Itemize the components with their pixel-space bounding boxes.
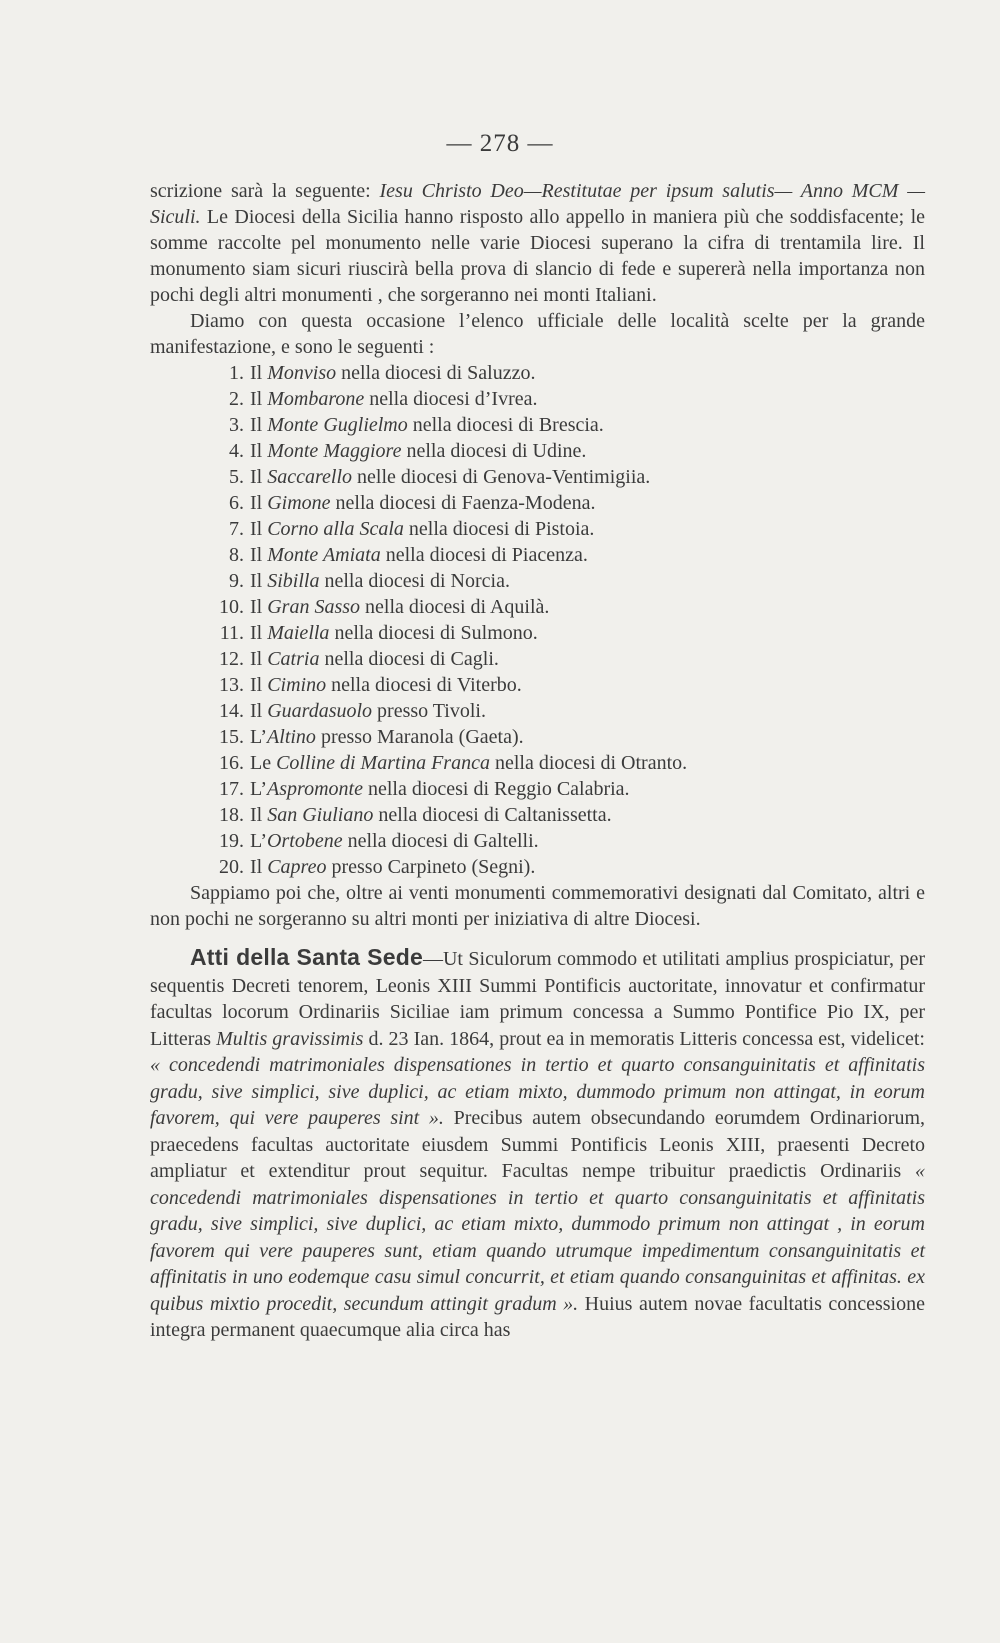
section-litterae-title: Multis gravissimis	[216, 1027, 364, 1050]
list-item-text	[250, 438, 925, 464]
list-item-mountain-name: Maiella	[267, 622, 330, 644]
list-item	[150, 360, 925, 386]
list-item-article: Il	[250, 700, 268, 722]
list-item-text	[250, 724, 925, 750]
section-heading: Atti della Santa Sede	[190, 944, 423, 970]
list-item-article: Il	[250, 544, 268, 566]
section-paragraph	[150, 944, 925, 1344]
list-item-mountain-name: Monte Maggiore	[267, 440, 402, 462]
section-text-2: d. 23 Ian. 1864, prout ea in memoratis Litteris concessa est, videlicet:	[363, 1027, 925, 1050]
list-item-number: 14.	[219, 700, 244, 722]
section-text-1: Ut Siculorum commodo et utilitati amplius prospiciatur, per sequentis Decreti tenorem, Leonis XIII Summi Pontificis auctoritate, innovatur et confirmatur facultas locorum Ordinariis Siciliae iam primum concessa a Summo Pontifice Pio IX, per Litteras	[150, 948, 925, 1050]
mountain-list	[150, 360, 925, 880]
list-item	[150, 646, 925, 672]
list-item-number: 12.	[219, 648, 244, 670]
intro-paragraph	[150, 178, 925, 308]
section-text-4: Huius autem novae facultatis concessione integra permanent quaecumque alia circa has	[150, 1292, 925, 1341]
list-item-article: Il	[250, 440, 268, 462]
list-item-mountain-name: Sibilla	[267, 570, 320, 592]
list-item-location: nella diocesi di Norcia.	[319, 570, 510, 592]
list-item-text	[250, 672, 925, 698]
list-item-mountain-name: Guardasuolo	[267, 700, 373, 722]
list-item-number: 1.	[229, 362, 244, 384]
intro-text-2: Le Diocesi della Sicilia hanno risposto allo appello in maniera più che soddisfacente; le somme raccolte pel monumento nelle varie Diocesi superano la cifra di trentamila lire. Il monumento siam sicuri riuscirà bella prova di slancio di fede e supererà nella importanza non pochi degli altri monumenti , che sorgeranno nei monti Italiani.	[150, 206, 925, 306]
list-item-article: L’	[250, 726, 268, 748]
list-item-text	[250, 490, 925, 516]
list-item-number: 6.	[229, 492, 244, 514]
list-item-location: nella diocesi di Cagli.	[319, 648, 499, 670]
list-item-text	[250, 828, 925, 854]
list-item-location: nella diocesi d’Ivrea.	[364, 388, 538, 410]
list-item	[150, 464, 925, 490]
intro-text-1: scrizione sarà la seguente:	[150, 180, 380, 202]
list-item	[150, 568, 925, 594]
list-item-mountain-name: Mombarone	[267, 388, 365, 410]
list-item-text	[250, 776, 925, 802]
list-item-text	[250, 516, 925, 542]
list-item-number: 2.	[229, 388, 244, 410]
list-item-text	[250, 698, 925, 724]
list-item-text	[250, 854, 925, 880]
list-item-mountain-name: Gran Sasso	[267, 596, 361, 618]
list-item-article: Il	[250, 414, 268, 436]
list-item-location: nella diocesi di Reggio Calabria.	[362, 778, 630, 800]
list-item	[150, 724, 925, 750]
list-item-text	[250, 464, 925, 490]
list-item-text	[250, 750, 925, 776]
list-item-number: 19.	[219, 830, 244, 852]
list-item-article: Le	[250, 752, 277, 774]
list-item-location: nella diocesi di Udine.	[401, 440, 587, 462]
list-item-mountain-name: Ortobene	[267, 830, 343, 852]
list-item-mountain-name: Monte Amiata	[267, 544, 381, 566]
list-item-article: Il	[250, 388, 268, 410]
list-item-location: nella diocesi di Faenza-Modena.	[330, 492, 596, 514]
list-item	[150, 776, 925, 802]
list-item-article: Il	[250, 622, 268, 644]
list-item-number: 4.	[229, 440, 244, 462]
list-item	[150, 802, 925, 828]
list-item	[150, 438, 925, 464]
list-item-location: nella diocesi di Pistoia.	[403, 518, 595, 540]
list-item	[150, 672, 925, 698]
list-item-number: 17.	[219, 778, 244, 800]
list-item-number: 13.	[219, 674, 244, 696]
list-item-article: Il	[250, 648, 268, 670]
list-item	[150, 386, 925, 412]
list-item-number: 20.	[219, 856, 244, 878]
list-item-mountain-name: Altino	[267, 726, 316, 748]
list-item	[150, 542, 925, 568]
list-item-location: presso Tivoli.	[372, 700, 486, 722]
list-item-article: Il	[250, 804, 268, 826]
list-item-location: nella diocesi di Caltanissetta.	[373, 804, 612, 826]
closing-paragraph: Sappiamo poi che, oltre ai venti monumenti commemorativi designati dal Comitato, altri e non pochi ne sorgeranno su altri monti per iniziativa di altre Diocesi.	[150, 882, 925, 930]
list-item-mountain-name: Corno alla Scala	[267, 518, 404, 540]
list-item-text	[250, 594, 925, 620]
list-item-text	[250, 568, 925, 594]
list-item-number: 5.	[229, 466, 244, 488]
list-item-number: 9.	[229, 570, 244, 592]
list-item-text	[250, 360, 925, 386]
list-item	[150, 490, 925, 516]
list-item	[150, 854, 925, 880]
list-item-location: nella diocesi di Piacenza.	[380, 544, 588, 566]
list-item-number: 16.	[219, 752, 244, 774]
list-item-text	[250, 542, 925, 568]
list-item-location: nella diocesi di Galtelli.	[342, 830, 539, 852]
list-item-location: nella diocesi di Aquilà.	[360, 596, 550, 618]
list-item-article: L’	[250, 830, 268, 852]
list-item	[150, 750, 925, 776]
list-item	[150, 620, 925, 646]
list-item-text	[250, 646, 925, 672]
list-item-mountain-name: Catria	[267, 648, 320, 670]
list-item-text	[250, 412, 925, 438]
list-item-number: 10.	[219, 596, 244, 618]
list-item-mountain-name: Aspromonte	[267, 778, 363, 800]
list-item-location: presso Carpineto (Segni).	[326, 856, 536, 878]
list-item-article: Il	[250, 596, 268, 618]
list-item-location: presso Maranola (Gaeta).	[315, 726, 524, 748]
list-item-number: 15.	[219, 726, 244, 748]
list-item-text	[250, 386, 925, 412]
page-number: — 278 —	[446, 130, 554, 157]
list-item-mountain-name: Saccarello	[267, 466, 353, 488]
list-item-location: nella diocesi di Viterbo.	[326, 674, 522, 696]
list-item	[150, 594, 925, 620]
inscription-text: Iesu Christo Deo—Restitutae per ipsum salutis— Anno MCM — Siculi.	[150, 180, 925, 228]
list-item-location: nella diocesi di Sulmono.	[329, 622, 538, 644]
list-item-article: Il	[250, 518, 268, 540]
list-item-mountain-name: Monviso	[267, 362, 337, 384]
page-body	[150, 178, 925, 1344]
list-item-mountain-name: Capreo	[267, 856, 327, 878]
list-item-article: Il	[250, 856, 268, 878]
list-item	[150, 412, 925, 438]
list-item-mountain-name: Gimone	[267, 492, 331, 514]
list-item-mountain-name: Colline di Martina Franca	[276, 752, 490, 774]
list-item-article: Il	[250, 570, 268, 592]
list-item	[150, 698, 925, 724]
section-quote-1: « concedendi matrimoniales dispensationes in tertio et quarto consanguinitatis et affinitatis gradu, sive simplici, sive duplici, ac etiam mixto, dummodo primum non attingat, in eorum favorem, qui vere pauperes sint ».	[150, 1054, 925, 1129]
section-text-3: Precibus autem obsecundando eorumdem Ordinariorum, praecedens facultas auctoritate eiusdem Summi Pontificis Leonis XIII, praesenti Decreto ampliatur et extenditur prout sequitur. Facultas nempe tribuitur praedictis Ordinariis	[150, 1107, 925, 1182]
list-intro-paragraph: Diamo con questa occasione l’elenco ufficiale delle località scelte per la grande manifestazione, e sono le seguenti :	[150, 310, 925, 358]
list-item-mountain-name: Cimino	[267, 674, 327, 696]
list-item-mountain-name: Monte Guglielmo	[267, 414, 408, 436]
list-item-article: Il	[250, 466, 268, 488]
list-item-location: nella diocesi di Saluzzo.	[336, 362, 536, 384]
list-item-number: 8.	[229, 544, 244, 566]
list-item-number: 7.	[229, 518, 244, 540]
section-dash: —	[422, 948, 443, 970]
list-item-article: Il	[250, 674, 268, 696]
list-item	[150, 828, 925, 854]
list-item-text	[250, 620, 925, 646]
list-item-location: nella diocesi di Otranto.	[489, 752, 688, 774]
list-item-location: nelle diocesi di Genova-Ventimigiia.	[352, 466, 651, 488]
list-item-number: 18.	[219, 804, 244, 826]
list-item-text	[250, 802, 925, 828]
list-item-article: L’	[250, 778, 268, 800]
list-item	[150, 516, 925, 542]
list-item-mountain-name: San Giuliano	[267, 804, 374, 826]
list-item-article: Il	[250, 362, 268, 384]
list-item-location: nella diocesi di Brescia.	[407, 414, 604, 436]
list-item-number: 3.	[229, 414, 244, 436]
list-item-article: Il	[250, 492, 268, 514]
list-item-number: 11.	[219, 622, 244, 644]
section-quote-2: « concedendi matrimoniales dispensationes in tertio et quarto consanguinitatis et affinitatis gradu, sive simplici, sive duplici, ac etiam mixto, dummodo primum non attingat , in eorum favorem qui vere pauperes sunt, etiam quando utrumque impedimentum consanguinitatis et affinitatis in uno eodemque casu simul concurrit, et etiam quando consanguinitas et affinitas. ex quibus mixtio procedit, secundum attingit gradum ».	[150, 1160, 925, 1315]
